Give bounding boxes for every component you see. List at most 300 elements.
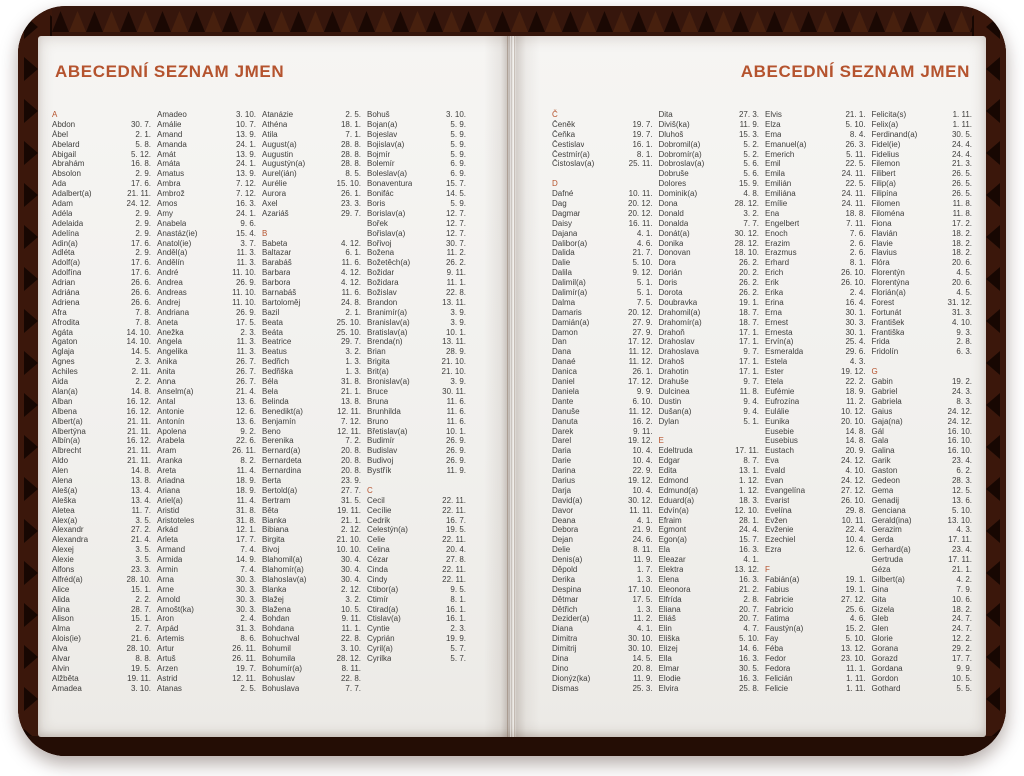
name-text: Erika: [765, 288, 784, 298]
name-text: Bratislav(a): [367, 327, 408, 337]
name-text: Bystřík: [367, 466, 392, 476]
nameday-date: 30. 3.: [845, 317, 866, 327]
name-entry: [765, 644, 866, 654]
nameday-date: 5. 2.: [743, 149, 759, 159]
name-entry: [157, 130, 256, 140]
right-page-columns: [512, 110, 986, 694]
column-spacer: [367, 476, 466, 486]
name-text: Alvin: [52, 663, 70, 673]
nameday-date: 19. 11.: [127, 673, 151, 683]
name-entry: [765, 328, 866, 338]
name-entry: [157, 268, 256, 278]
name-text: Dino: [552, 663, 569, 673]
name-text: Alexandr: [52, 525, 84, 535]
nameday-date: 5. 9.: [450, 139, 466, 149]
nameday-date: 2. 5.: [240, 683, 256, 693]
name-text: Béla: [262, 377, 279, 387]
name-text: Dulcinea: [658, 386, 690, 396]
name-entry: [659, 605, 760, 615]
name-entry: [659, 347, 760, 357]
nameday-date: 8. 3.: [956, 396, 972, 406]
nameday-date: 5. 1.: [743, 416, 759, 426]
name-entry: [262, 585, 361, 595]
name-text: Amát: [157, 149, 176, 159]
name-text: Elizej: [658, 644, 678, 654]
name-text: Gabriel: [871, 386, 898, 396]
name-text: Fabius: [765, 584, 790, 594]
nameday-date: 27. 8.: [445, 555, 466, 565]
left-page: [38, 36, 512, 737]
nameday-date: 15. 3.: [738, 129, 759, 139]
nameday-date: 18. 8.: [845, 208, 866, 218]
name-entry: [262, 357, 361, 367]
name-entry: [765, 209, 866, 219]
name-entry: [157, 239, 256, 249]
name-text: Aglaja: [52, 347, 75, 357]
name-entry: [367, 347, 466, 357]
name-entry: [552, 278, 653, 288]
name-entry: [52, 674, 151, 684]
name-text: Bojislav(a): [367, 139, 405, 149]
nameday-date: 8. 1.: [636, 149, 653, 159]
name-text: Antonín: [157, 416, 185, 426]
name-text: Aida: [52, 377, 69, 387]
name-text: Dimitra: [552, 634, 578, 644]
nameday-date: 24. 1.: [235, 208, 256, 218]
name-text: Emílie: [765, 199, 788, 209]
nameday-date: 21. 11.: [127, 426, 151, 436]
name-text: Armin: [157, 564, 178, 574]
nameday-date: 19. 7.: [632, 129, 653, 139]
nameday-date: 28. 8.: [340, 159, 361, 169]
name-entry: [262, 407, 361, 417]
name-text: Dobromil(a): [658, 139, 701, 149]
name-text: Ema: [765, 129, 782, 139]
nameday-date: 24. 12.: [841, 456, 866, 466]
name-text: Dětřich: [552, 604, 578, 614]
name-entry: [872, 130, 973, 140]
nameday-date: 10. 4.: [632, 446, 653, 456]
name-text: Bernardeta: [262, 456, 302, 466]
name-entry: [367, 150, 466, 160]
nameday-date: 7. 1.: [345, 129, 361, 139]
name-entry: [52, 605, 151, 615]
name-entry: [765, 120, 866, 130]
name-entry: [872, 446, 973, 456]
name-entry: [872, 575, 973, 585]
name-text: Astrid: [157, 673, 178, 683]
nameday-date: 13. 4.: [130, 495, 151, 505]
name-text: Evarist: [765, 495, 790, 505]
name-entry: [765, 624, 866, 634]
name-entry: [659, 189, 760, 199]
nameday-date: 2. 2.: [135, 594, 151, 604]
name-text: Gerald(ina): [871, 515, 912, 525]
nameday-date: 10. 4.: [845, 535, 866, 545]
name-entry: [552, 605, 653, 615]
name-text: Andělín: [157, 258, 185, 268]
nameday-date: 2. 7.: [135, 624, 151, 634]
name-text: Artuš: [157, 653, 176, 663]
name-text: Edmond: [658, 475, 689, 485]
nameday-date: 4. 1.: [636, 515, 653, 525]
name-entry: [157, 605, 256, 615]
nameday-date: 9. 7.: [743, 347, 759, 357]
name-text: Eusebie: [765, 426, 794, 436]
name-entry: [872, 684, 973, 694]
name-text: Aletea: [52, 505, 75, 515]
name-text: Ariadna: [157, 475, 185, 485]
nameday-date: 10. 7.: [235, 119, 256, 129]
name-entry: [367, 248, 466, 258]
name-entry: [52, 496, 151, 506]
name-text: Bartoloměj: [262, 297, 301, 307]
name-entry: [552, 525, 653, 535]
name-text: Celestýn(a): [367, 525, 408, 535]
name-text: Flóra: [871, 258, 890, 268]
name-entry: [765, 506, 866, 516]
nameday-date: 2. 9.: [135, 218, 151, 228]
name-entry: [872, 248, 973, 258]
nameday-date: 11. 6.: [446, 416, 466, 426]
name-text: Cinda: [367, 564, 388, 574]
name-text: Amos: [157, 199, 178, 209]
name-text: Alan(a): [52, 386, 78, 396]
name-text: Dylan: [658, 416, 679, 426]
name-text: Alena: [52, 475, 73, 485]
nameday-date: 15. 9.: [738, 179, 759, 189]
nameday-date: 11. 2.: [846, 396, 866, 406]
name-entry: [552, 328, 653, 338]
name-entry: [552, 308, 653, 318]
nameday-date: 28. 12.: [734, 199, 759, 209]
nameday-date: 11. 3.: [236, 258, 256, 268]
name-entry: [367, 357, 466, 367]
name-text: Darius: [552, 475, 576, 485]
nameday-date: 3. 10.: [235, 110, 256, 119]
name-entry: [262, 268, 361, 278]
name-text: Alva: [52, 644, 68, 654]
nameday-date: 14. 10.: [126, 337, 151, 347]
name-entry: [52, 486, 151, 496]
name-text: Gilbert(a): [871, 574, 905, 584]
nameday-date: 31. 5.: [340, 495, 361, 505]
name-text: Dante: [552, 396, 574, 406]
name-text: Aldo: [52, 456, 69, 466]
nameday-date: 12. 11.: [337, 406, 361, 416]
nameday-date: 2. 4.: [849, 288, 866, 298]
nameday-date: 2. 3.: [450, 624, 466, 634]
name-entry: [552, 684, 653, 694]
name-text: Brenda(n): [367, 337, 403, 347]
nameday-date: 21. 1.: [845, 110, 866, 119]
name-text: Cézar: [367, 555, 389, 565]
name-text: Adéla: [52, 208, 73, 218]
name-text: Dita: [658, 110, 673, 119]
name-text: Alice: [52, 584, 70, 594]
nameday-date: 17. 12.: [628, 377, 653, 387]
name-text: Afra: [52, 307, 67, 317]
nameday-date: 30. 5.: [738, 663, 759, 673]
name-entry: [262, 516, 361, 526]
nameday-date: 23. 4.: [951, 545, 972, 555]
name-text: Arkád: [157, 525, 178, 535]
name-text: Forest: [871, 297, 895, 307]
page-title-left: ABECEDNÍ SEZNAM JMEN: [55, 62, 285, 81]
name-entry: [872, 545, 973, 555]
name-entry: [52, 516, 151, 526]
name-entry: [659, 120, 760, 130]
name-text: Dora: [658, 258, 676, 268]
name-entry: [52, 169, 151, 179]
name-text: Drahoslava: [658, 347, 699, 357]
nameday-date: 2. 3.: [135, 357, 151, 367]
name-entry: [552, 130, 653, 140]
name-text: Flavián: [871, 228, 898, 238]
name-text: Barbara: [262, 268, 291, 278]
name-text: Beatrice: [262, 337, 292, 347]
name-text: Anselm(a): [157, 386, 194, 396]
name-entry: [367, 337, 466, 347]
nameday-date: 11. 9.: [446, 466, 466, 476]
nameday-date: 11. 2.: [446, 248, 466, 258]
name-text: Eleazar: [658, 555, 686, 565]
nameday-date: 13. 1.: [738, 466, 759, 476]
name-text: Arzen: [157, 663, 178, 673]
name-text: Gorana: [871, 644, 899, 654]
name-text: Ábel: [52, 129, 69, 139]
name-text: Adléta: [52, 248, 75, 258]
name-text: Derika: [552, 574, 576, 584]
nameday-date: 5. 12.: [130, 149, 151, 159]
name-entry: [765, 585, 866, 595]
name-text: Dag: [552, 199, 567, 209]
nameday-date: 29. 2.: [951, 644, 972, 654]
nameday-date: 11. 12.: [628, 357, 653, 367]
name-entry: [872, 298, 973, 308]
name-entry: [872, 486, 973, 496]
name-entry: [157, 298, 256, 308]
name-text: Edgar: [658, 456, 680, 466]
name-entry: [262, 328, 361, 338]
name-entry: [765, 525, 866, 535]
name-entry: [872, 229, 973, 239]
nameday-date: 27. 3.: [738, 110, 759, 119]
nameday-date: 23. 4.: [951, 456, 972, 466]
name-text: Čistoslav(a): [552, 159, 595, 169]
name-entry: [659, 476, 760, 486]
name-entry: [157, 387, 256, 397]
nameday-date: 2. 5.: [345, 110, 361, 119]
name-entry: [765, 308, 866, 318]
nameday-date: 8. 1.: [450, 594, 466, 604]
nameday-date: 21. 11.: [127, 189, 151, 199]
nameday-date: 26. 6.: [130, 288, 151, 298]
nameday-date: 5. 8.: [135, 139, 151, 149]
name-text: Dana: [552, 347, 572, 357]
nameday-date: 16. 7.: [445, 515, 466, 525]
name-text: Ela: [658, 545, 671, 555]
nameday-date: 1. 12.: [738, 475, 759, 485]
name-entry: [765, 407, 866, 417]
nameday-date: 5. 7.: [450, 644, 466, 654]
name-entry: [659, 565, 760, 575]
nameday-date: 25. 4.: [845, 337, 866, 347]
name-entry: [52, 288, 151, 298]
name-text: Bořek: [367, 218, 388, 228]
name-entry: [765, 486, 866, 496]
name-text: Dominik(a): [658, 189, 698, 199]
name-text: Gita: [871, 594, 887, 604]
nameday-date: 3. 7.: [240, 238, 256, 248]
name-text: Darja: [552, 485, 572, 495]
nameday-date: 23. 9.: [340, 475, 361, 485]
name-entry: [552, 229, 653, 239]
nameday-date: 8. 1.: [849, 258, 866, 268]
name-text: Aristid: [157, 505, 180, 515]
name-column: [367, 110, 466, 694]
nameday-date: 8. 4.: [849, 129, 866, 139]
nameday-date: 11. 1.: [846, 663, 866, 673]
nameday-date: 3. 9.: [450, 377, 466, 387]
nameday-date: 21. 11.: [127, 456, 151, 466]
name-text: Emanuel(a): [765, 139, 807, 149]
nameday-date: 27. 9.: [632, 317, 653, 327]
name-text: Elektra: [658, 564, 684, 574]
name-text: Debora: [552, 525, 579, 535]
name-text: Agnes: [52, 357, 75, 367]
nameday-date: 11. 9.: [633, 555, 653, 565]
name-entry: [262, 397, 361, 407]
nameday-date: 4. 10.: [951, 317, 972, 327]
name-entry: [52, 585, 151, 595]
name-entry: [659, 199, 760, 209]
name-entry: [52, 624, 151, 634]
nameday-date: 30. 4.: [340, 555, 361, 565]
name-entry: [367, 278, 466, 288]
name-entry: [367, 268, 466, 278]
name-text: Damon: [552, 327, 578, 337]
name-text: Alexandra: [52, 535, 89, 545]
name-text: Bohumila: [262, 653, 296, 663]
name-entry: [157, 674, 256, 684]
nameday-date: 7. 7.: [743, 218, 759, 228]
name-entry: [765, 397, 866, 407]
name-text: Cyrilka: [367, 653, 392, 663]
nameday-date: 13. 8.: [340, 396, 361, 406]
name-text: Birgita: [262, 535, 285, 545]
name-text: Faustýn(a): [765, 624, 804, 634]
nameday-date: 13. 11.: [442, 297, 466, 307]
name-text: Anna: [157, 377, 176, 387]
name-entry: [262, 674, 361, 684]
name-entry: [157, 328, 256, 338]
name-entry: [659, 239, 760, 249]
nameday-date: 3. 10.: [445, 110, 466, 119]
nameday-date: 2. 8.: [956, 337, 972, 347]
name-text: Elza: [765, 119, 781, 129]
name-text: Andreas: [157, 288, 187, 298]
name-entry: [262, 555, 361, 565]
name-entry: [552, 446, 653, 456]
nameday-date: 5. 9.: [450, 129, 466, 139]
name-text: Egmont: [658, 525, 687, 535]
nameday-date: 4. 1.: [743, 555, 759, 565]
name-text: Albín(a): [52, 436, 81, 446]
nameday-date: 1. 11.: [952, 110, 972, 119]
nameday-date: 27. 9.: [632, 327, 653, 337]
name-entry: [872, 337, 973, 347]
name-text: Bohdana: [262, 624, 295, 634]
name-entry: [659, 407, 760, 417]
name-text: Gordana: [871, 663, 903, 673]
name-text: Gala: [871, 436, 889, 446]
name-text: Bohuchval: [262, 634, 300, 644]
nameday-date: 18. 10.: [734, 248, 759, 258]
name-entry: [367, 605, 466, 615]
nameday-date: 18. 2.: [951, 248, 972, 258]
nameday-date: 20. 8.: [340, 456, 361, 466]
name-text: Arna: [157, 574, 174, 584]
name-text: Bazil: [262, 307, 280, 317]
name-text: Anežka: [157, 327, 184, 337]
name-text: Doubravka: [658, 297, 698, 307]
name-text: Arabela: [157, 436, 185, 446]
nameday-date: 2. 11.: [131, 367, 151, 377]
nameday-date: 4. 12.: [340, 238, 361, 248]
nameday-date: 19. 1.: [738, 297, 759, 307]
name-text: Barabáš: [262, 258, 292, 268]
name-entry: [367, 466, 466, 476]
nameday-date: 14. 8.: [845, 426, 866, 436]
nameday-date: 20. 6.: [951, 278, 972, 288]
name-entry: [157, 565, 256, 575]
nameday-date: 25. 10.: [336, 317, 361, 327]
nameday-date: 7. 8.: [135, 317, 151, 327]
name-entry: [552, 466, 653, 476]
name-text: Gordon: [871, 673, 899, 683]
name-text: Barnabáš: [262, 288, 297, 298]
name-text: Amatus: [157, 169, 185, 179]
nameday-date: 13. 9.: [235, 129, 256, 139]
name-entry: [367, 258, 466, 268]
name-text: Athéna: [262, 119, 288, 129]
name-text: Dalimil(a): [552, 278, 586, 288]
nameday-date: 9. 2.: [240, 426, 256, 436]
name-entry: [157, 367, 256, 377]
name-text: Bertram: [262, 495, 291, 505]
name-entry: [157, 525, 256, 535]
nameday-date: 12. 10.: [734, 505, 759, 515]
name-text: Čestmír(a): [552, 149, 590, 159]
nameday-date: 30. 10.: [628, 644, 653, 654]
nameday-date: 11. 8.: [739, 386, 759, 396]
nameday-date: 26. 10.: [841, 278, 866, 288]
name-entry: [872, 159, 973, 169]
name-text: Erazim: [765, 238, 790, 248]
name-text: Boris: [367, 199, 386, 209]
nameday-date: 31. 8.: [235, 515, 256, 525]
name-entry: [262, 179, 361, 189]
name-text: Dětmar: [552, 594, 579, 604]
nameday-date: 7. 12.: [235, 189, 256, 199]
name-entry: [52, 367, 151, 377]
name-entry: [659, 466, 760, 476]
name-entry: [157, 229, 256, 239]
nameday-date: 23. 10.: [841, 653, 866, 663]
name-entry: [262, 664, 361, 674]
name-text: Agáta: [52, 327, 73, 337]
